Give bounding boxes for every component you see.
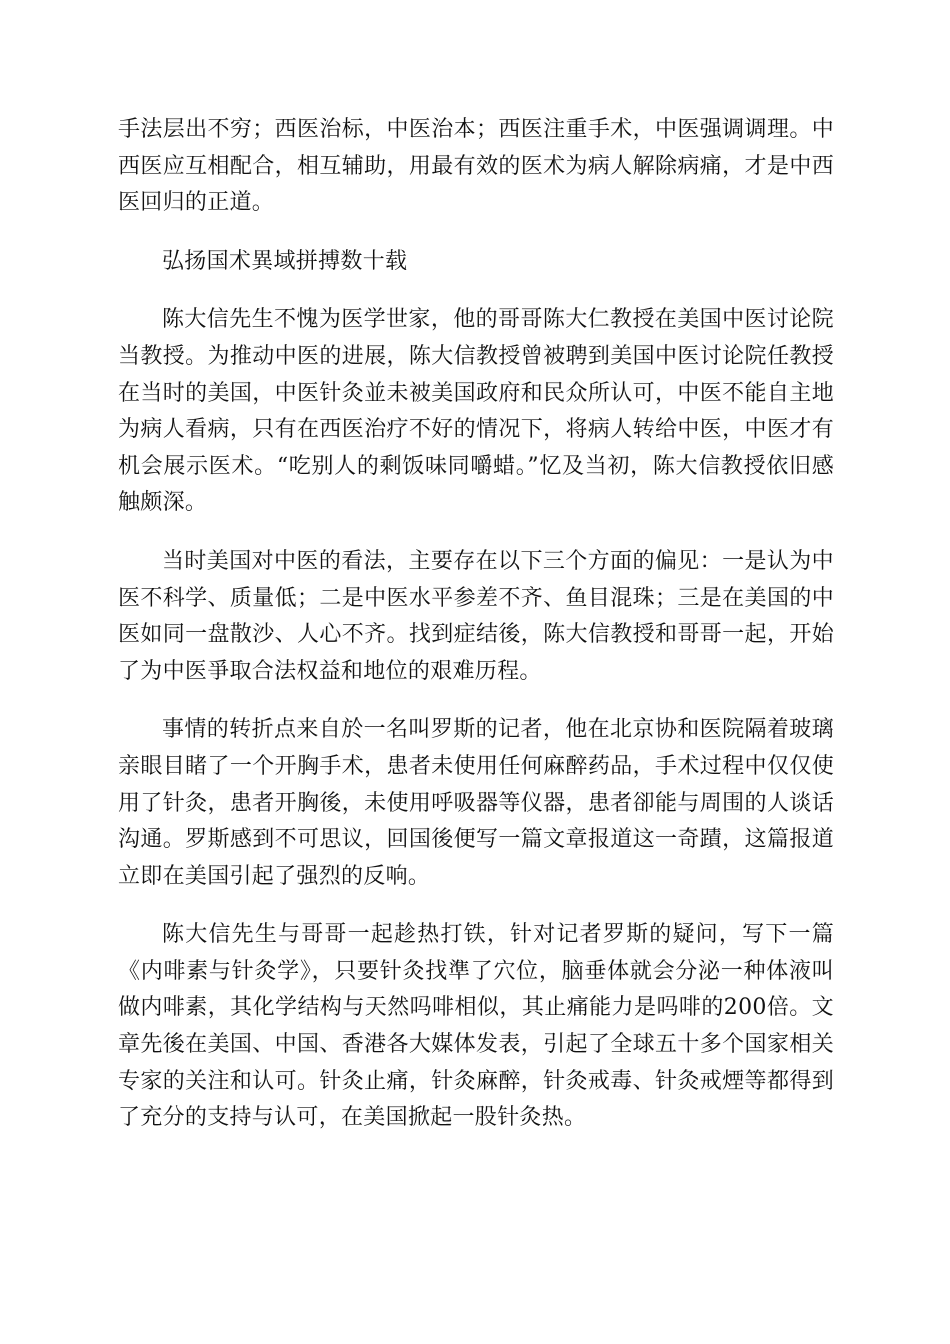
article-body <box>118 112 834 1159</box>
paragraph: 陈大信先生不愧为医学世家，他的哥哥陈大仁教授在美国中医讨论院当教授。为推动中医的进展，陈大信教授曾被聘到美国中医讨论院任教授在当时的美国，中医针灸並未被美国政府和民众所认可，中医不能自主地为病人看病，只有在西医治疗不好的情况下，将病人转给中医，中医才有机会展示医术。“吃别人的剩饭味同嚼蜡。”忆及当初，陈大信教授依旧感触颇深。 <box>118 307 834 516</box>
paragraph: 陈大信先生与哥哥一起趁热打铁，针对记者罗斯的疑问，写下一篇《内啡素与针灸学》，只要针灸找準了穴位，脑垂体就会分泌一种体液叫做内啡素，其化学结构与天然吗啡相似，其止痛能力是吗啡的200倍。文章先後在美国、中国、香港各大媒体发表，引起了全球五十多个国家相关专家的关注和认可。针灸止痛，针灸麻醉，针灸戒毒、针灸戒煙等都得到了充分的支持与认可，在美国掀起一股针灸热。 <box>118 922 834 1131</box>
paragraph: 事情的转折点来自於一名叫罗斯的记者，他在北京协和医院隔着玻璃亲眼目睹了一个开胸手术，患者未使用任何麻醉药品，手术过程中仅仅使用了针灸，患者开胸後，未使用呼吸器等仪器，患者卻能与周围的人谈话沟通。罗斯感到不可思议，回国後便写一篇文章报道这一奇蹟，这篇报道立即在美国引起了强烈的反响。 <box>118 717 834 889</box>
paragraph-continuation: 手法层出不穷；西医治标，中医治本；西医注重手术，中医强调调理。中西医应互相配合，相互辅助，用最有效的医术为病人解除病痛，才是中西医回归的正道。 <box>118 117 834 216</box>
section-heading: 弘扬国术異域拼搏数十载 <box>162 248 408 274</box>
paragraph: 当时美国对中医的看法，主要存在以下三个方面的偏见：一是认为中医不科学、质量低；二是中医水平参差不齐、鱼目混珠；三是在美国的中医如同一盘散沙、人心不齐。找到症结後，陈大信教授和哥哥一起，开始了为中医爭取合法权益和地位的艰难历程。 <box>118 548 834 684</box>
